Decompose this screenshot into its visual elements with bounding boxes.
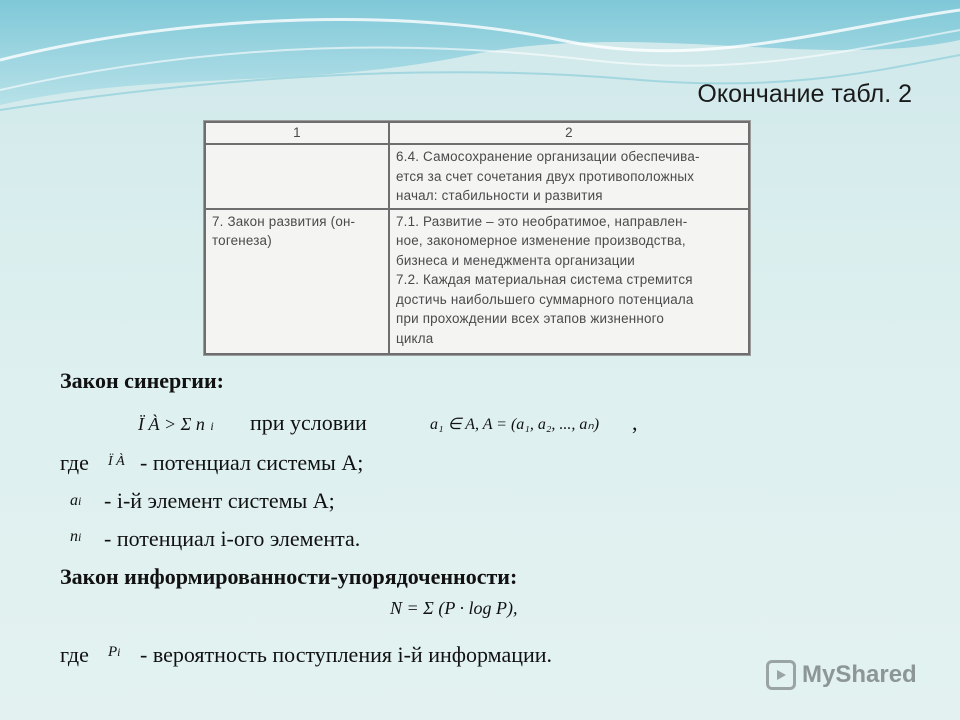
table-row (205, 209, 749, 355)
synergy-formula: Ï À > Σ n i (138, 414, 214, 434)
continuation-table (204, 121, 750, 355)
def-element-potential: - потенциал i-ого элемента. (104, 526, 361, 551)
def-potential: - потенциал системы А; (140, 450, 364, 475)
table-cell: 6.4. Самосохранение организации обеспечива- ется за счет сочетания двух противоположных начал: стабильности и развития (389, 144, 749, 209)
synergy-formula-left: Ï À > Σ n (138, 414, 205, 434)
table-header-cell: 2 (389, 122, 749, 144)
table-header-cell: 1 (205, 122, 389, 144)
table-cell: 7.1. Развитие – это необратимое, направлен- ное, закономерное изменение производства, бизнеса и менеджмента организации 7.2. Каждая материальная система стремится достичь наибольшего суммарного потенциала при прохождении всех этапов жизненного цикла (389, 209, 749, 355)
symbol-element: ai (70, 492, 82, 509)
slide-title: Окончание табл. 2 (697, 80, 912, 108)
info-formula: N = Σ (P · log P), (390, 598, 518, 618)
symbol-potential: Ï À (108, 454, 125, 469)
table-header-row (205, 122, 749, 144)
symbol-probability: Pi (108, 644, 121, 660)
where-word: где (60, 642, 89, 667)
table-cell (205, 144, 389, 209)
watermark-text: MyShared (802, 661, 917, 688)
slideshow-icon (766, 660, 796, 690)
trailing-comma: , (632, 410, 638, 435)
info-heading: Закон информированности-упорядоченности: (60, 564, 518, 589)
synergy-heading: Закон синергии: (60, 368, 224, 393)
def-probability: - вероятность поступления i-й информации. (140, 642, 553, 667)
symbol-element-potential: ni (70, 528, 82, 545)
condition-formula: a₁ ∈ A, A = (a₁, a₂, ..., aₙ) (430, 416, 600, 433)
scanned-table-image (203, 120, 751, 356)
def-element: - i-й элемент системы А; (104, 488, 335, 513)
condition-word: при условии (250, 410, 367, 435)
table-cell: 7. Закон развития (он- тогенеза) (205, 209, 389, 355)
header-wave-decoration (0, 0, 960, 130)
table-row (205, 144, 749, 209)
where-word: где (60, 450, 89, 475)
watermark-logo (766, 658, 917, 692)
